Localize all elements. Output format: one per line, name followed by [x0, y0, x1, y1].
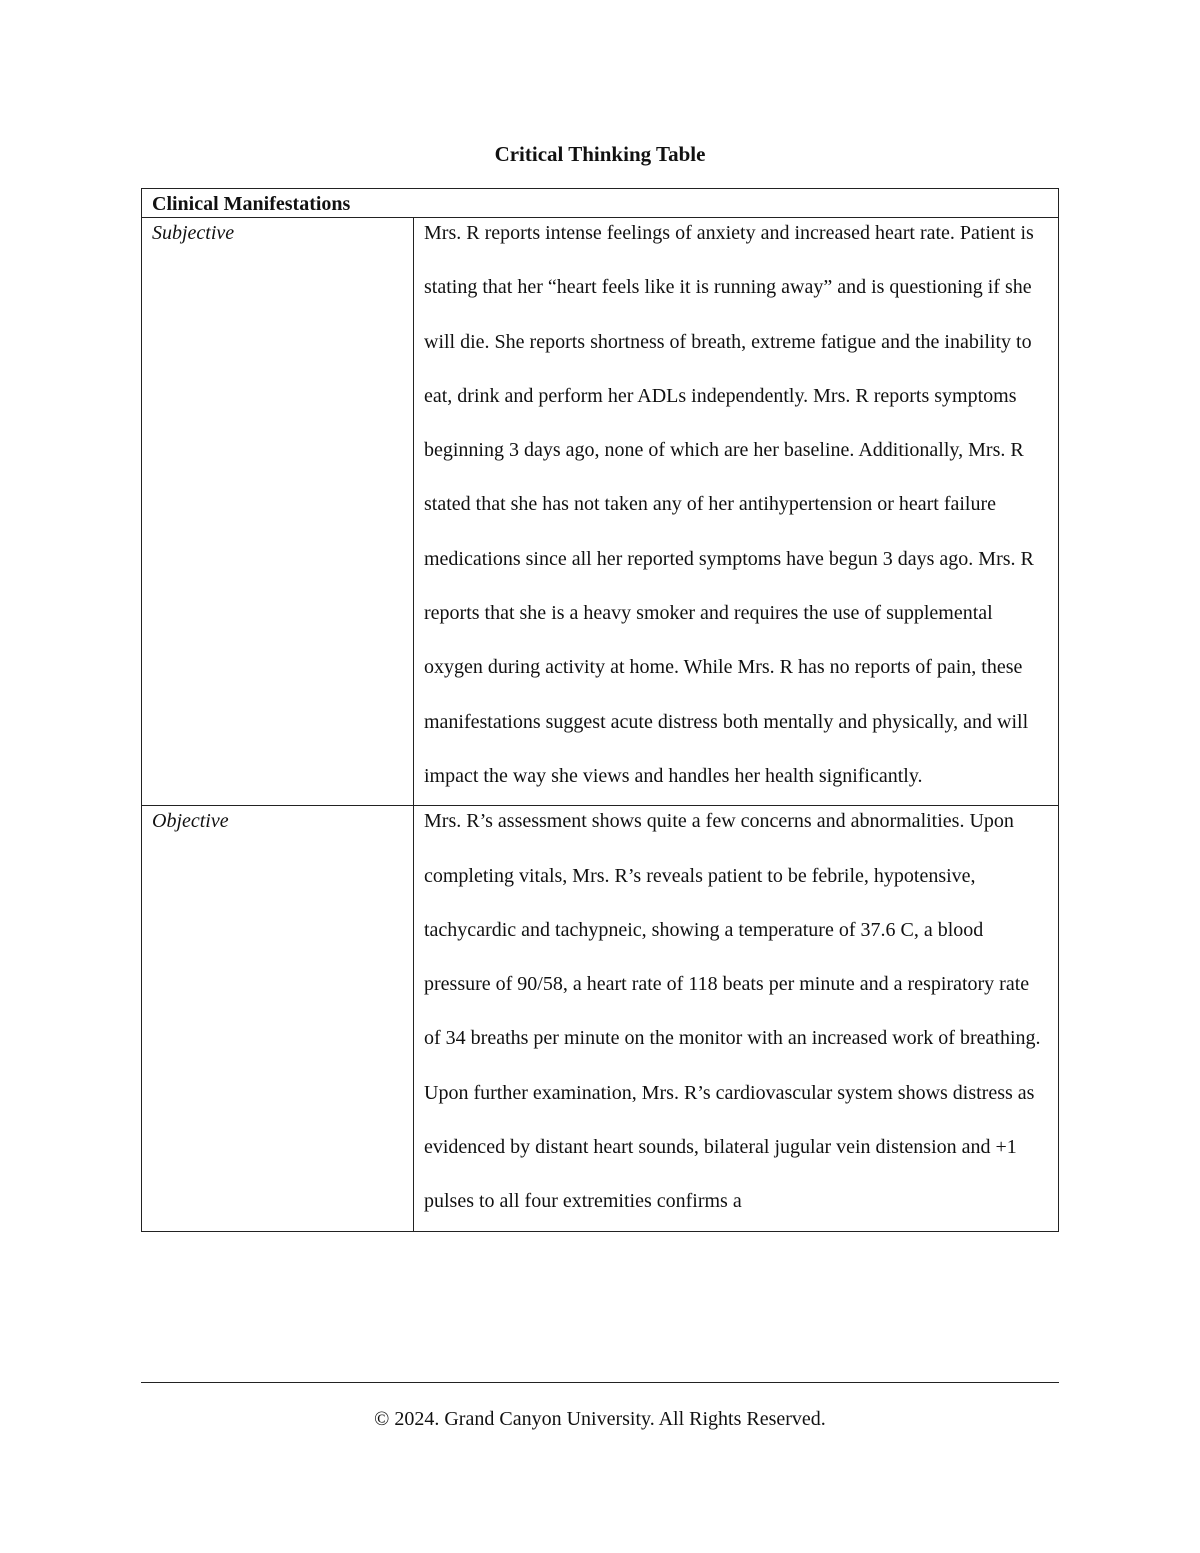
row-text-objective [414, 806, 1059, 1231]
row-label-subjective: Subjective [142, 218, 414, 806]
row-label-objective: Objective [142, 806, 414, 1231]
critical-thinking-table [141, 188, 1059, 1383]
section-header: Clinical Manifestations [142, 189, 1059, 218]
subjective-paragraph: Mrs. R reports intense feelings of anxiety and increased heart rate. Patient is stating that her “heart feels like it is running away” and is questioning if she will die. She reports shortness of breath, extreme fatigue and the inability to eat, drink and perform her ADLs independently. Mrs. R reports symptoms beginning 3 days ago, none of which are her baseline. Additionally, Mrs. R stated that she has not taken any of her antihypertension or heart failure medications since all her reported symptoms have begun 3 days ago. Mrs. R reports that she is a heavy smoker and requires the use of supplemental oxygen during activity at home. While Mrs. R has no reports of pain, these manifestations suggest acute distress both mentally and physically, and will impact the way she views and handles her health significantly. [424, 222, 1034, 787]
copyright-footer: © 2024. Grand Canyon University. All Rights Reserved. [374, 1408, 826, 1430]
objective-paragraph: Mrs. R’s assessment shows quite a few concerns and abnormalities. Upon completing vitals, Mrs. R’s reveals patient to be febrile, hypotensive, tachycardic and tachypneic, showing a temperature of 37.6 C, a blood pressure of 90/58, a heart rate of 118 beats per minute and a respiratory rate of 34 breaths per minute on the monitor with an increased work of breathing. Upon further examination, Mrs. R’s cardiovascular system shows distress as evidenced by distant heart sounds, bilateral jugular vein distension and +1 pulses to all four extremities confirms a [424, 810, 1041, 1213]
table-row [142, 806, 1059, 1231]
table-row [142, 218, 1059, 806]
row-text-subjective [414, 218, 1059, 806]
manifestations-table [141, 188, 1059, 1232]
page-title: Critical Thinking Table [494, 142, 706, 166]
